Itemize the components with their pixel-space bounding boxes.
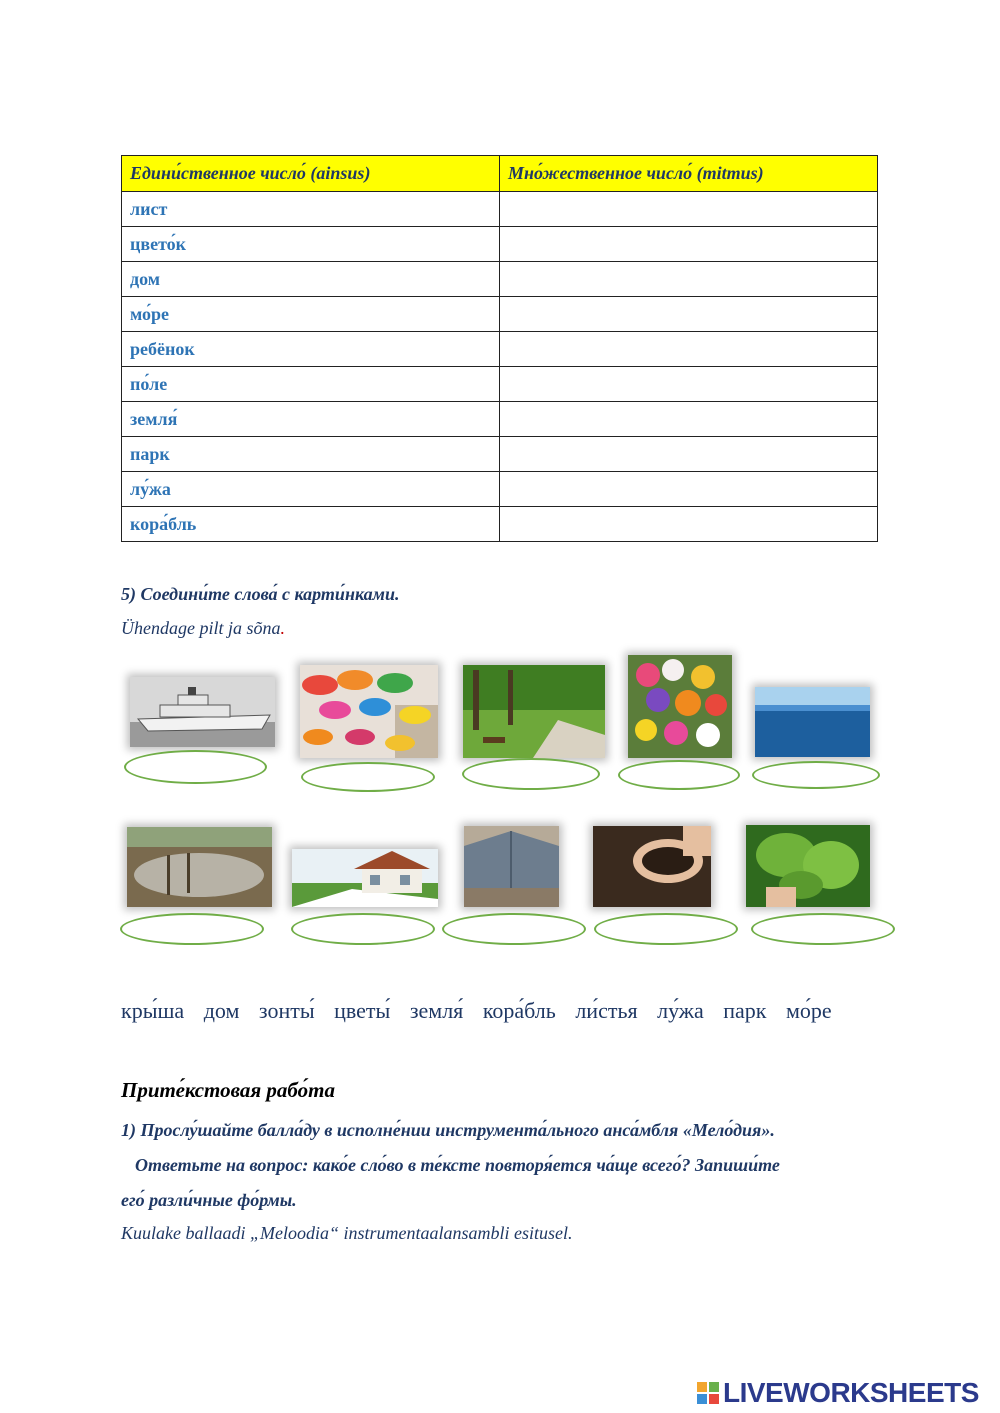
table-row: [122, 507, 878, 542]
word-bank-item[interactable]: зонты́: [258, 998, 315, 1023]
plural-answer-field[interactable]: [500, 297, 878, 332]
table-row: [122, 367, 878, 402]
logo-text: LIVEWORKSHEETS: [723, 1377, 979, 1408]
answer-oval-leaves[interactable]: [751, 913, 895, 945]
table-row: [122, 437, 878, 472]
section-heading: Прите́кстовая рабо́та: [121, 1078, 335, 1102]
plural-answer-field[interactable]: [500, 192, 878, 227]
table-row: [122, 297, 878, 332]
plural-answer-field[interactable]: [500, 332, 878, 367]
word-bank-item[interactable]: лу́жа: [657, 998, 704, 1023]
answer-oval-umbrellas[interactable]: [301, 762, 435, 792]
park-picture: [463, 665, 605, 758]
word-bank-item[interactable]: кора́бль: [482, 998, 556, 1023]
plural-answer-field[interactable]: [500, 227, 878, 262]
answer-oval-puddle[interactable]: [120, 913, 264, 945]
word-bank-item[interactable]: ли́стья: [575, 998, 638, 1023]
plural-answer-field[interactable]: [500, 437, 878, 472]
plural-answer-field[interactable]: [500, 367, 878, 402]
table-row: [122, 402, 878, 437]
answer-oval-flowers[interactable]: [618, 760, 740, 790]
singular-word: дом: [122, 262, 500, 297]
word-bank-item[interactable]: парк: [723, 998, 767, 1023]
plural-answer-field[interactable]: [500, 262, 878, 297]
ship-picture: [130, 677, 275, 747]
answer-oval-ship[interactable]: [124, 750, 267, 784]
task5-instruction-period: .: [280, 618, 285, 638]
task1-instruction-et: Kuulake ballaadi „Meloodia“ instrumentaalansambli esitusel.: [121, 1223, 573, 1243]
flowers-picture: [628, 655, 732, 758]
soil-picture: [593, 826, 711, 907]
roof-picture: [464, 826, 559, 907]
answer-oval-roof[interactable]: [442, 913, 586, 945]
plural-answer-field[interactable]: [500, 472, 878, 507]
singular-word: ребёнок: [122, 332, 500, 367]
table-row: [122, 227, 878, 262]
answer-oval-soil[interactable]: [594, 913, 738, 945]
umbrellas-picture: [300, 665, 438, 758]
singular-header: Едини́ственное число́ (ainsus): [122, 156, 500, 192]
plural-answer-field[interactable]: [500, 507, 878, 542]
singular-word: мо́ре: [122, 297, 500, 332]
plural-header: Мно́жественное число́ (mitmus): [500, 156, 878, 192]
task1-line2: Ответьте на вопрос: како́е сло́во в те́ксте повторя́ется ча́ще всего́? Запиши́те: [135, 1155, 780, 1175]
singular-word: земля́: [122, 402, 500, 437]
table-row: [122, 192, 878, 227]
liveworksheets-logo: [697, 1375, 979, 1411]
table-row: [122, 262, 878, 297]
word-bank: [121, 998, 846, 1024]
table-row: [122, 332, 878, 367]
singular-word: лу́жа: [122, 472, 500, 507]
word-bank-item[interactable]: цветы́: [334, 998, 391, 1023]
puddle-picture: [127, 827, 272, 907]
singular-word: по́ле: [122, 367, 500, 402]
logo-mark-icon: [697, 1382, 719, 1404]
word-bank-item[interactable]: земля́: [409, 998, 464, 1023]
task1-line3: его́ разли́чные фо́рмы.: [121, 1190, 297, 1210]
sea-picture: [755, 687, 870, 757]
singular-word: парк: [122, 437, 500, 472]
singular-plural-table: [121, 155, 878, 542]
leaves-picture: [746, 825, 870, 907]
singular-word: кора́бль: [122, 507, 500, 542]
singular-word: цвето́к: [122, 227, 500, 262]
word-bank-item[interactable]: дом: [203, 998, 240, 1023]
answer-oval-sea[interactable]: [752, 761, 880, 789]
task1-line1: 1) Прослу́шайте балла́ду в исполне́нии инструмента́льного анса́мбля «Мело́дия».: [121, 1120, 775, 1140]
answer-oval-park[interactable]: [462, 758, 600, 790]
table-row: [122, 472, 878, 507]
task5-instruction-text: Ühendage pilt ja sõna: [121, 618, 281, 638]
task5-title: 5) Соедини́те слова́ с карти́нками.: [121, 584, 400, 604]
task5-instruction: [121, 618, 285, 639]
plural-answer-field[interactable]: [500, 402, 878, 437]
house-picture: [292, 849, 438, 907]
word-bank-item[interactable]: мо́ре: [786, 998, 832, 1023]
answer-oval-house[interactable]: [291, 913, 435, 945]
singular-word: лист: [122, 192, 500, 227]
word-bank-item[interactable]: кры́ша: [121, 998, 185, 1023]
